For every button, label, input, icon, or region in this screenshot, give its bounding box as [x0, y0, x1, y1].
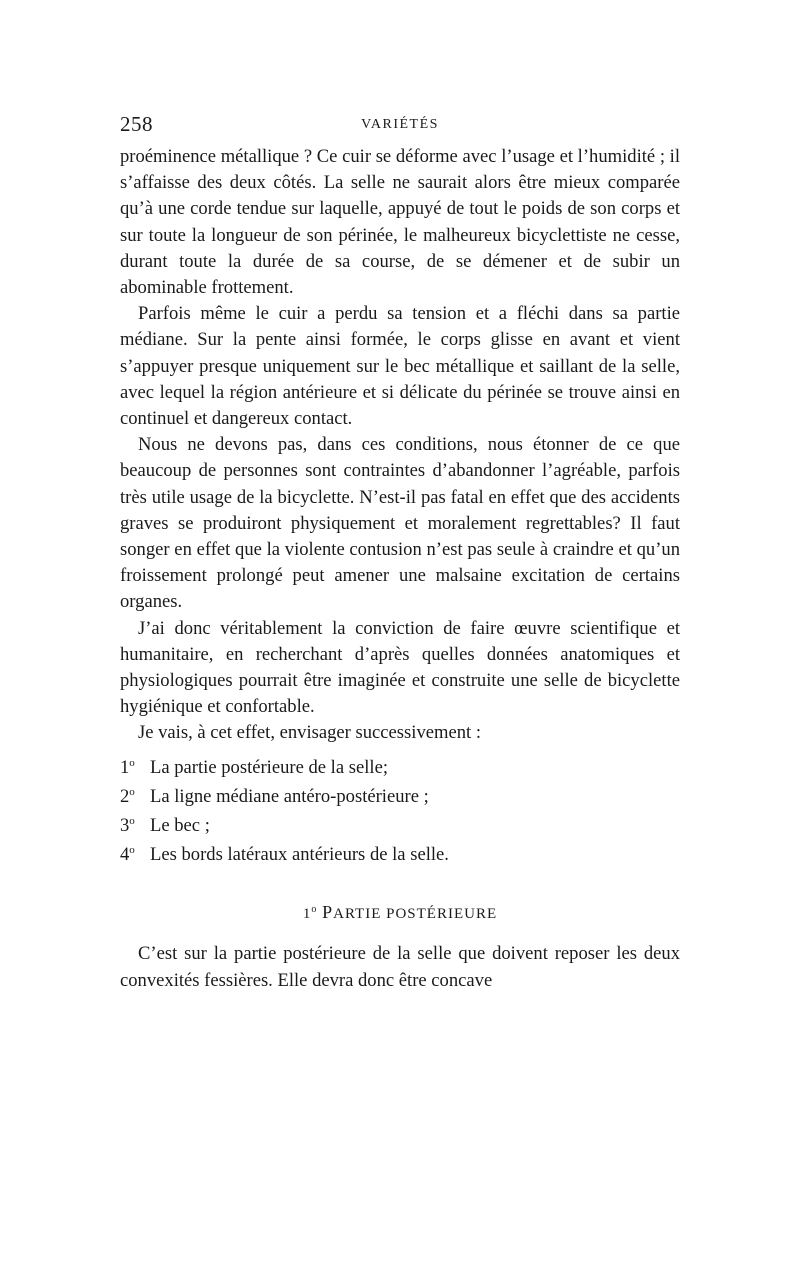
paragraph: Nous ne devons pas, dans ces conditions, nous étonner de ce que beaucoup de personnes sont contraintes d’abandonner l’agréable, parfois très utile usage de la bicyclette. N’est-il pas fatal en effet que des accidents graves se produiront physiquement et moralement regrettables? Il faut songer en effet que la violente contusion n’est pas seule à craindre et qu’un froissement prolongé peut amener une malsaine excitation de certains organes.	[120, 434, 680, 613]
body-text-continued	[120, 941, 680, 993]
body-text	[120, 144, 680, 747]
paragraph: proéminence métallique ? Ce cuir se déforme avec l’usage et l’humidité ; il s’affaisse des deux côtés. La selle ne saurait alors être mieux comparée qu’à une corde tendue sur laquelle, appuyé de tout le poids de son corps et sur toute la longueur de son périnée, le malheureux bicyclettiste ne cesse, durant toute la durée de sa course, de se démener et de subir un abominable frottement.	[120, 146, 680, 299]
list-item-text: La ligne médiane antéro-postérieure ;	[150, 785, 429, 807]
list-item-number: 2$^o$	[120, 785, 135, 807]
paragraph: J’ai donc véritablement la conviction de faire œuvre scientifique et humanitaire, en recherchant d’après quelles données anatomiques et physiologiques pourrait être imaginée et construite une selle de bicyclette hygiénique et confortable.	[120, 617, 680, 718]
book-page	[120, 104, 680, 994]
list-item-number: 4$^o$	[120, 844, 135, 866]
paragraph: C’est sur la partie postérieure de la selle que doivent reposer les deux convexités fessières. Elle devra donc être concave	[120, 943, 680, 991]
enumerated-list	[120, 755, 680, 869]
list-item	[120, 755, 680, 781]
paragraph: Parfois même le cuir a perdu sa tension et a fléchi dans sa partie médiane. Sur la pente ainsi formée, le corps glisse en avant et vient s’appuyer presque uniquement sur le bec métallique et saillant de la selle, avec lequel la région antérieure et si délicate du périnée se trouve ainsi en continuel et dangereux contact.	[120, 303, 680, 430]
list-item-number: 1$^o$	[120, 756, 135, 778]
section-heading: 1$^o$ PARTIE POSTÉRIEURE	[302, 902, 498, 923]
list-item	[120, 842, 680, 868]
list-item-number: 3$^o$	[120, 814, 135, 837]
page-number: 258	[120, 112, 153, 136]
list-item-text: La partie postérieure de la selle;	[150, 756, 388, 778]
paragraph: Je vais, à cet effet, envisager successivement :	[138, 722, 481, 744]
list-item-text: Le bec ;	[150, 815, 210, 837]
list-item	[120, 813, 680, 839]
page-header	[120, 104, 680, 144]
list-item	[120, 784, 680, 810]
running-title: VARIÉTÉS	[361, 117, 439, 132]
list-item-text: Les bords latéraux antérieurs de la selle.	[150, 844, 449, 866]
